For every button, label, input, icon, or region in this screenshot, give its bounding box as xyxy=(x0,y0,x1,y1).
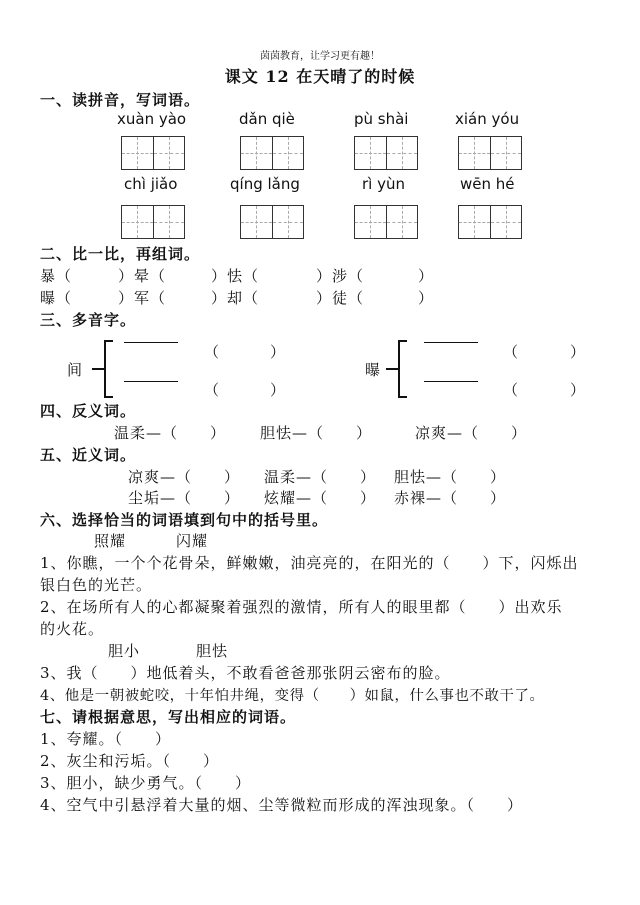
section-4-heading: 四、反义词。 xyxy=(40,402,137,420)
compare-text: ）徒（ xyxy=(316,289,365,307)
compare-text: ）涉（ xyxy=(316,267,365,285)
compare-text: ）晕（ xyxy=(118,267,167,285)
compare-text: 曝（ xyxy=(40,289,73,307)
definition-item: 2、灰尘和污垢。（ ） xyxy=(40,752,220,770)
synonym-item: 胆怯—（ ） xyxy=(394,468,507,486)
compare-text: ）军（ xyxy=(118,289,167,307)
section-3-heading: 三、多音字。 xyxy=(40,311,137,329)
pinyin-label: pù shài xyxy=(354,110,409,128)
answer-line[interactable] xyxy=(124,342,178,343)
answer-line[interactable] xyxy=(124,381,178,382)
section-7-heading: 七、请根据意思，写出相应的词语。 xyxy=(40,708,297,726)
antonym-item: 胆怯—（ ） xyxy=(260,424,373,442)
definition-item: 3、胆小，缺少勇气。（ ） xyxy=(40,774,252,792)
paren-close: ） xyxy=(270,343,287,361)
synonym-item: 尘垢—（ ） xyxy=(128,489,241,507)
writing-grid[interactable] xyxy=(354,136,418,170)
synonym-item: 凉爽—（ ） xyxy=(128,468,241,486)
watermark: 茵茵教育，让学习更有趣！ xyxy=(260,51,380,62)
polyphone-char: 曝 xyxy=(365,361,382,379)
paren-open: （ xyxy=(503,343,520,361)
antonym-item: 温柔—（ ） xyxy=(114,424,227,442)
writing-grid[interactable] xyxy=(458,205,522,239)
antonym-item: 凉爽—（ ） xyxy=(415,424,528,442)
brace-line xyxy=(398,396,407,398)
paren-open: （ xyxy=(503,381,520,399)
pinyin-label: chì jiǎo xyxy=(124,175,178,193)
question-text: 的火花。 xyxy=(40,620,105,638)
question-text: 3、我（ ）地低着头，不敢看爸爸那张阴云密布的脸。 xyxy=(40,664,451,682)
polyphone-char: 间 xyxy=(67,361,84,379)
section-1-heading: 一、读拼音，写词语。 xyxy=(40,91,201,109)
compare-text: 暴（ xyxy=(40,267,73,285)
pinyin-label: xián yóu xyxy=(455,110,520,128)
word-option: 闪耀 xyxy=(176,532,209,550)
section-2-heading: 二、比一比，再组词。 xyxy=(40,245,201,263)
brace-line xyxy=(92,368,105,370)
writing-grid[interactable] xyxy=(240,136,304,170)
question-text: 2、在场所有人的心都凝聚着强烈的激情，所有人的眼里都（ ）出欢乐 xyxy=(40,598,563,616)
paren-open: （ xyxy=(204,343,221,361)
compare-text: ） xyxy=(418,267,435,285)
question-text: 1、你瞧，一个个花骨朵，鲜嫩嫩，油亮亮的，在阳光的（ ）下，闪烁出 xyxy=(40,554,579,572)
word-option: 胆小 xyxy=(108,642,141,660)
writing-grid[interactable] xyxy=(121,205,185,239)
page-title: 课文 12 在天晴了的时候 xyxy=(224,67,416,86)
word-option: 胆怯 xyxy=(196,642,229,660)
compare-text: ）却（ xyxy=(211,289,260,307)
answer-line[interactable] xyxy=(424,342,478,343)
section-6-heading: 六、选择恰当的词语填到句中的括号里。 xyxy=(40,511,329,529)
paren-close: ） xyxy=(270,381,287,399)
word-option: 照耀 xyxy=(94,532,127,550)
compare-text: ）怯（ xyxy=(211,267,260,285)
definition-item: 4、空气中引悬浮着大量的烟、尘等微粒而形成的浑浊现象。（ ） xyxy=(40,796,524,814)
question-text: 银白色的光芒。 xyxy=(40,576,153,594)
writing-grid[interactable] xyxy=(354,205,418,239)
pinyin-label: qíng lǎng xyxy=(230,175,300,193)
pinyin-label: wēn hé xyxy=(460,175,515,193)
brace-line xyxy=(386,368,399,370)
pinyin-label: xuàn yào xyxy=(117,110,187,128)
brace-line xyxy=(104,396,113,398)
pinyin-label: dǎn qiè xyxy=(239,110,295,128)
writing-grid[interactable] xyxy=(458,136,522,170)
section-5-heading: 五、近义词。 xyxy=(40,446,137,464)
synonym-item: 温柔—（ ） xyxy=(264,468,377,486)
brace-line xyxy=(104,340,113,342)
answer-line[interactable] xyxy=(424,381,478,382)
writing-grid[interactable] xyxy=(121,136,185,170)
synonym-item: 赤裸—（ ） xyxy=(394,489,507,507)
brace-line xyxy=(398,340,407,342)
paren-open: （ xyxy=(204,381,221,399)
pinyin-label: rì yùn xyxy=(362,175,405,193)
paren-close: ） xyxy=(570,343,587,361)
synonym-item: 炫耀—（ ） xyxy=(264,489,377,507)
question-text: 4、他是一朝被蛇咬，十年怕井绳，变得（ ）如鼠，什么事也不敢干了。 xyxy=(40,688,545,704)
definition-item: 1、夸耀。（ ） xyxy=(40,730,172,748)
paren-close: ） xyxy=(570,381,587,399)
compare-text: ） xyxy=(418,289,435,307)
writing-grid[interactable] xyxy=(240,205,304,239)
